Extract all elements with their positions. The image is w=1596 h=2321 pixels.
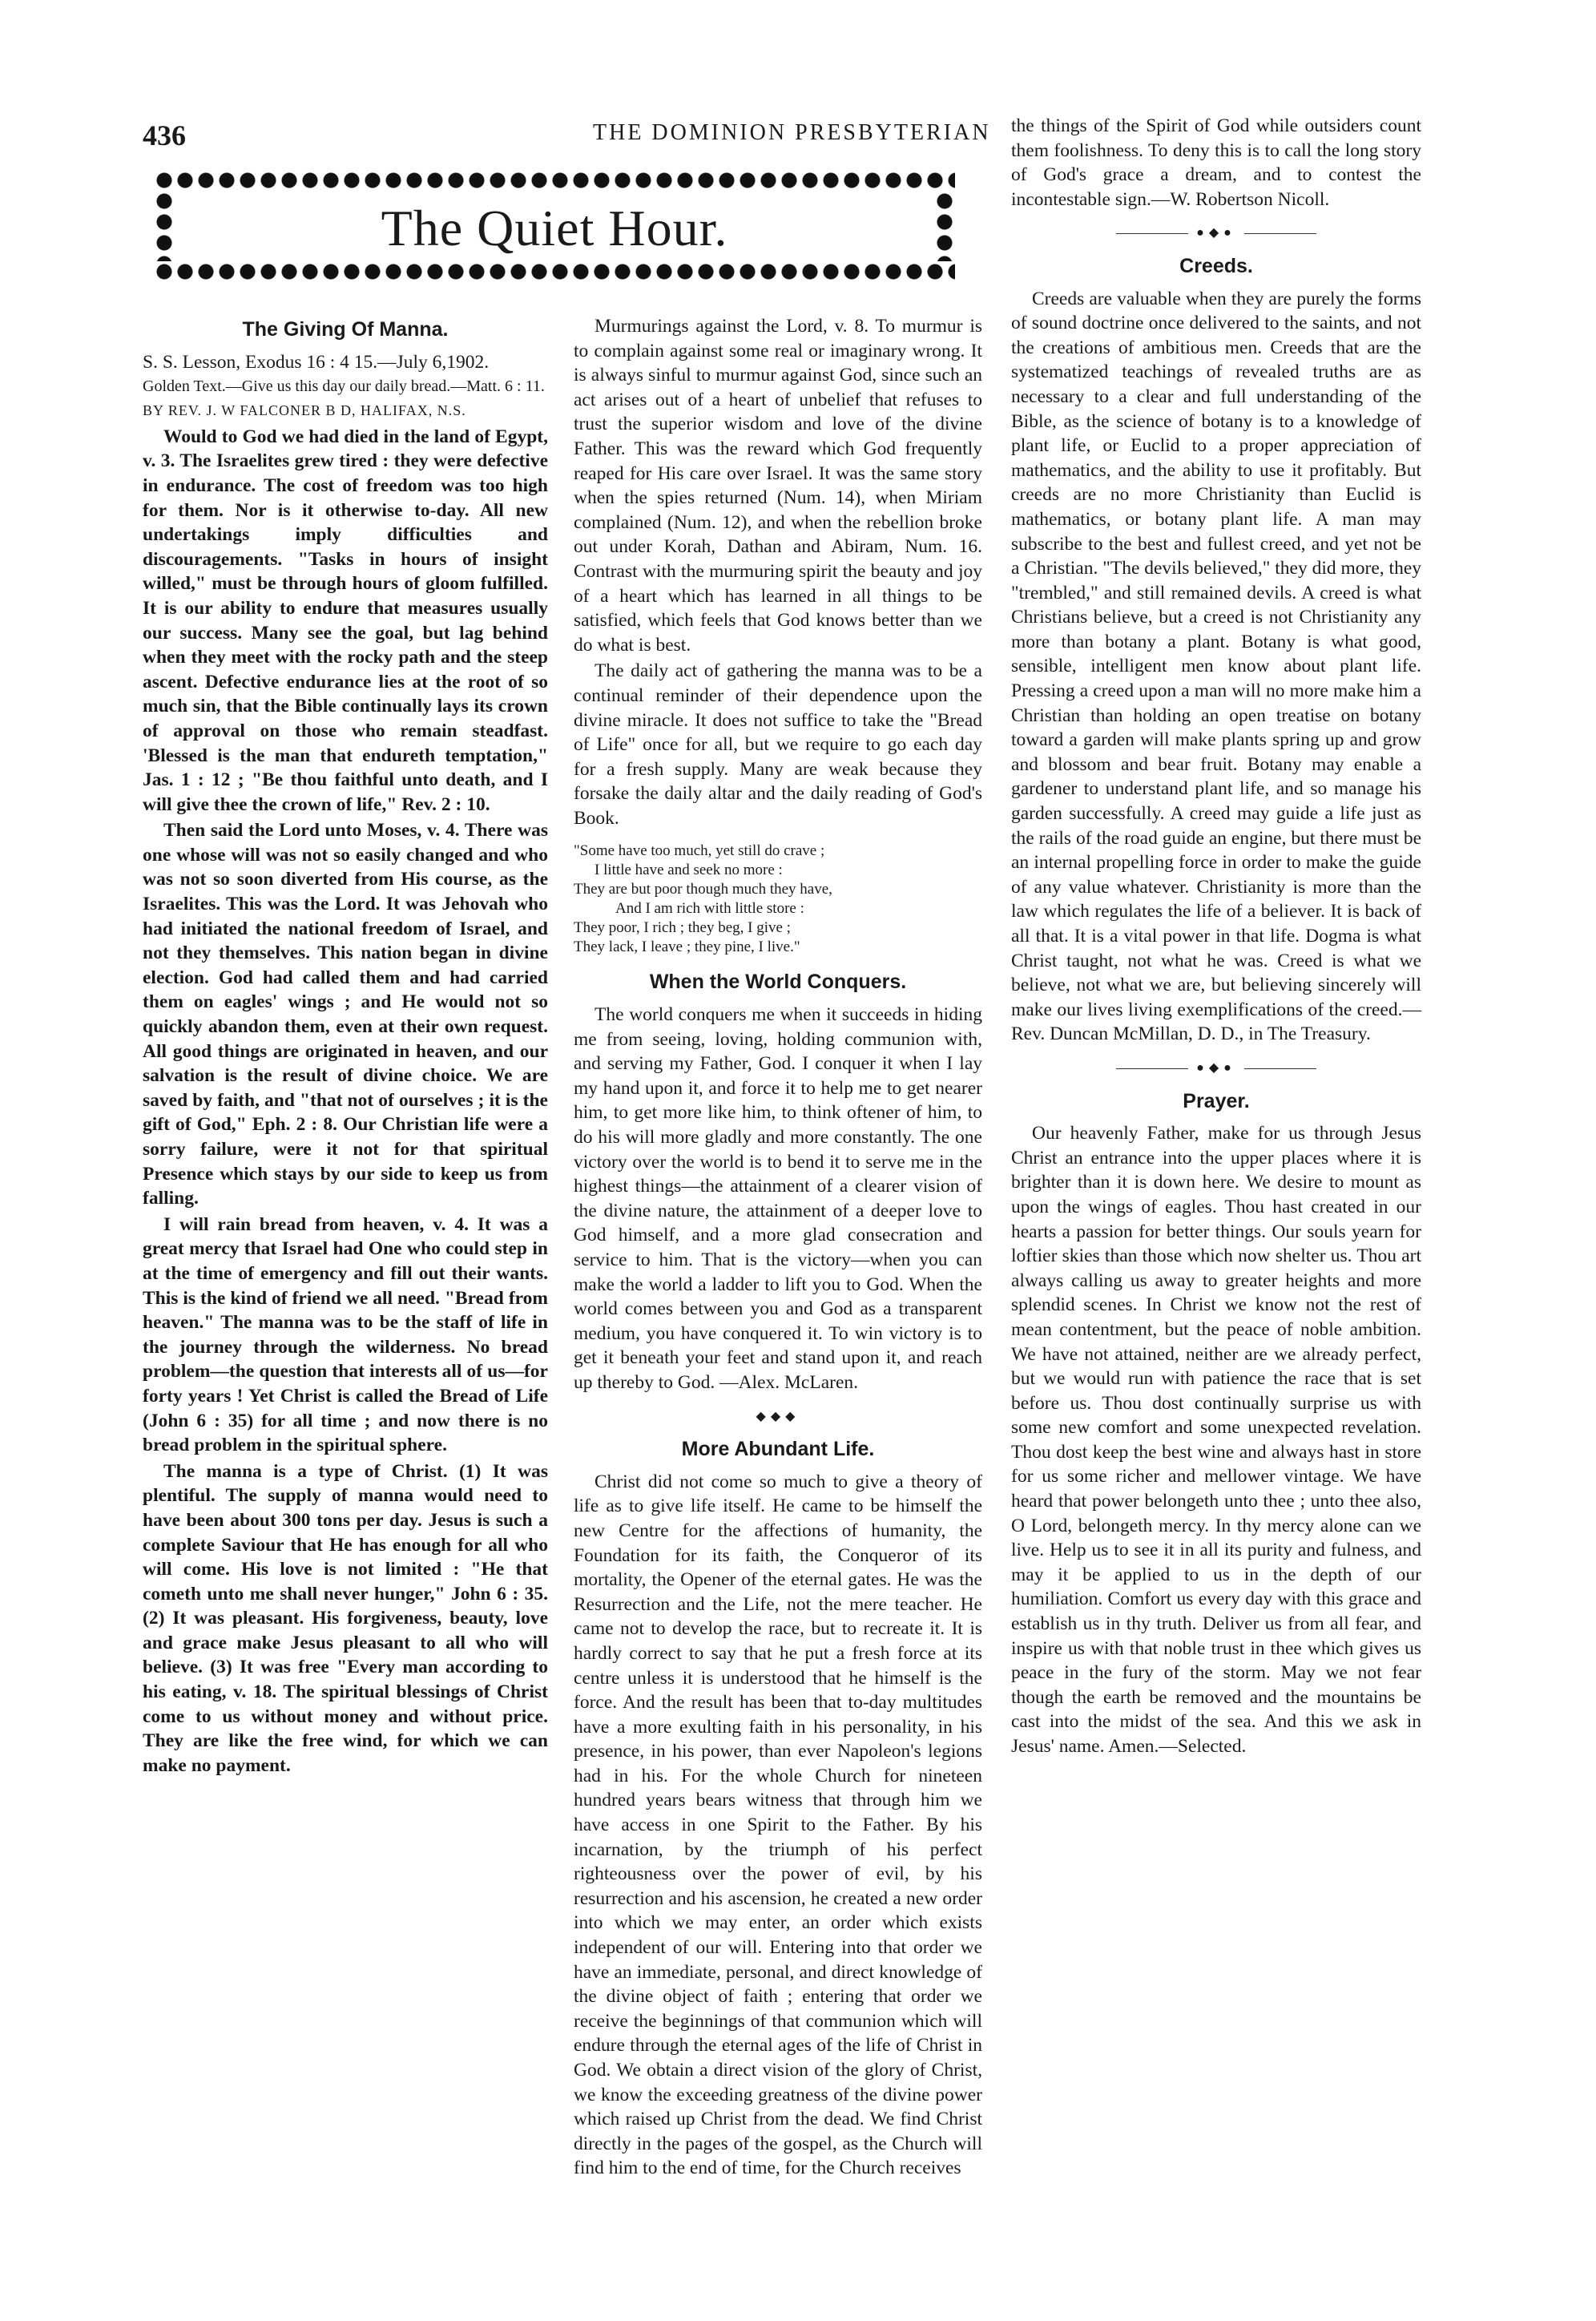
section-header-box [154,170,955,282]
article-body-more-abundant-life-continued [1011,114,1421,212]
manna-paragraph: The daily act of gathering the manna was to be a continual reminder of their dependence upon the divine miracle. It does not suffice to take the "Bread of Life" once for all, but we require to go each day for a fresh supply. Many are weak because they forsake the daily altar and the daily reading of God's Book. [574,660,982,829]
ornament-border-top [154,170,955,191]
poem-line: I little have and seek no more : [594,862,783,879]
article-title-more-abundant-life: More Abundant Life. [681,1438,875,1461]
column-2 [574,314,982,2182]
poem-line: "Some have too much, yet still do crave ; [574,842,825,860]
separator-ornament: ●◆● [1011,1056,1421,1081]
article-title-giving-of-manna: The Giving Of Manna. [242,318,449,341]
separator-ornament: ●◆● [1011,221,1421,246]
manna-paragraph: Murmurings against the Lord, v. 8. To murmur is to complain against some real or imaginary wrong. It is always sinful to murmur against God, since such an act arises out of a heart of unbelief that refuses to trust the superior wisdom and love of the divine Father. This was the reward which God frequently reaped for His care over Israel. It was the same story when the spies returned (Num. 14), when Miriam complained (Num. 12), and when the rebellion broke out under Korah, Dathan and Abiram, Num. 16. Contrast with the murmuring spirit the beauty and joy of a heart which has learned in all things to be satisfied, which feels that God knows better than we do what is best. [574,316,982,656]
article-body-giving-of-manna-continued [574,314,982,830]
poem-line: And I am rich with little store : [615,900,804,918]
creeds-paragraph: Creeds are valuable when they are purely the forms of sound doctrine once delivered to the saints, and not the creations of ambitious men. Creeds that are the systematized teachings of revealed truths are as necessary to a clear and full understanding of the Bible, as the science of botany is to a knowledge of plant life, or Euclid to a proper appreciation of mathematics, and the ability to use it profitably. But creeds are no more Christianity than Euclid is mathematics, or botany plant life. A man may subscribe to the best and fullest creed, and yet not be a Christian. "The devils believed," they did more, they "trembled," and still remained devils. A creed is what Christians believe, but a creed is not Christianity any more than botany a plant. Botany is what good, sensible, intelligent men know about plant life. Pressing a creed upon a man will no more make him a Christian than holding an open treatise on botany toward a garden will make plants spring up and grow and blossom and bear fruit. Botany may enable a gardener to understand plant life, and so manage his garden successfully. A creed may guide a life just as the rails of the road guide an engine, but there must be an internal propelling force in order to make the guide of any value whatever. Christianity is more than the law which regulates the life of a believer. It is back of all that. It is a vital power in that life. Dogma is what Christ taught, not what he was. Creed is what we believe, not what we are, but believing sincerely will make our lives living exemplifications of the creed.—Rev. Duncan McMillan, D. D., in The Treasury. [1011,288,1421,1045]
manna-paragraph: Then said the Lord unto Moses, v. 4. There was one whose will was not so easily changed and who was not so soon diverted from His course, as the Israelites. This was the Lord. It was Jehovah who had initiated the national freedom of Israel, and not they themselves. This nation began in divine election. God had called them and had carried them on eagles' wings ; and He would not so quickly abandon them, even at their own request. All good things are originated in heaven, and our salvation is the result of divine choice. We are saved by faith, and "that not of ourselves ; it is the gift of God," Eph. 2 : 8. Our Christian life were a sorry failure, were it not for that spiritual Presence which stays by our side to keep us from falling. [143,820,548,1209]
prayer-paragraph: Our heavenly Father, make for us through Jesus Christ an entrance into the upper places where it is brighter than it is down here. We desire to mount as upon the wings of eagles. Thou hast created in our hearts a passion for better things. Our souls yearn for loftier skies than those which now shelter us. Thou art always calling us away to greater heights and more splendid scenes. In Christ we know not the rest of mean contentment, but the peace of noble ambition. We have not attained, neither are we already perfect, but we would run with patience the race that is set before us. Thou dost continually surprise us with some new comfort and some unexpected revelation. Thou dost keep the best wine and always hast in store for us some richer and mellower vintage. We have heard that power belongeth unto thee ; unto thee also, O Lord, belongeth mercy. In thy mercy alone can we live. Help us to see it in all its purity and fulness, and may it be applied to us in the depth of our humiliation. Comfort us every day with this grace and establish us in thy truth. Deliver us from all fear, and inspire us with that noble trust in thee which gives us peace in the fury of the storm. May we not fear though the earth be removed and the mountains be cast into the midst of the sea. And this we ask in Jesus' name. Amen.—Selected. [1011,1123,1421,1757]
poem [574,842,982,957]
poem-line: They are but poor though much they have, [574,881,832,898]
ornament-border-bottom [154,261,955,282]
byline: BY REV. J. W FALCONER B D, HALIFAX, N.S. [143,402,466,419]
article-body-more-abundant-life [574,1470,982,2181]
article-body-when-the-world-conquers [574,1003,982,1395]
golden-text: Golden Text.—Give us this day our daily bread.—Matt. 6 : 11. [143,377,545,396]
article-title-creeds: Creeds. [1179,254,1253,277]
poem-line: They lack, I leave ; they pine, I live." [574,938,800,956]
page-number: 436 [143,119,186,151]
manna-paragraph: The manna is a type of Christ. (1) It was plentiful. The supply of manna would need to have been about 300 tons per day. Jesus is such a complete Saviour that He has enough for all who will come. His love is not limited : "He that cometh unto me shall never hunger," John 6 : 35. (2) It was pleasant. His forgiveness, beauty, love and grace make Jesus pleasant to all who will believe. (3) It was free "Every man according to his eating, v. 18. The spiritual blessings of Christ come to us without money and without price. They are like the free wind, for which we can make no payment. [143,1460,548,1776]
column-1 [143,314,548,1779]
column-3 [1011,114,1421,1761]
running-head: THE DOMINION PRESBYTERIAN [593,120,991,145]
separator-ornament: ◆◆◆ [756,1409,800,1423]
manna-paragraph: I will rain bread from heaven, v. 4. It was a great mercy that Israel had One who could step in at the time of emergency and fill out their wants. This is the kind of friend we all need. "Bread from heaven." The manna was to be the staff of life in the journey through the wilderness. No bread problem—the question that interests all of us—for forty years ! Yet Christ is called the Bread of Life (John 6 : 35) for all time ; and now there is no bread problem in the spiritual sphere. [143,1213,548,1456]
abundant-life-paragraph: Christ did not come so much to give a theory of life as to give life itself. He came to be himself the new Centre for the affections of humanity, the Foundation for its faith, the Conqueror of its mortality, the Opener of the eternal gates. He was the Resurrection and the Life, not the mere teacher. He came not to develop the race, but to recreate it. It is hardly correct to say that he put a fresh force at its centre unless it is understood that he himself is the force. And the result has been that to-day multitudes have a more exulting faith in his personality, in his presence, in his power, than ever Napoleon's legions had in his. For the whole Church for nineteen hundred years bears witness that through him we have access in one Spirit to the Father. By his incarnation, by the triumph of his perfect righteousness over the power of evil, by his resurrection and his ascension, he created a new order into which we may enter, an order which exists independent of our will. Entering into that order we have an immediate, personal, and direct knowledge of the divine object of faith ; entering that order we receive the beginnings of that communion which will endure through the eternal ages of the life of Christ in God. We obtain a direct vision of the glory of Christ, we know the exceeding greatness of the divine power which raised up Christ from the dead. We find Christ directly in the pages of the gospel, as the Church will find him to the end of time, for the Church receives [574,1471,982,2179]
section-title: The Quiet Hour. [381,200,728,256]
article-title-when-the-world-conquers: When the World Conquers. [649,971,907,994]
article-body-giving-of-manna [143,425,548,1778]
poem-line: They poor, I rich ; they beg, I give ; [574,919,791,937]
abundant-life-paragraph-continued: the things of the Spirit of God while outsiders count them foolishness. To deny this is to call the long story of God's grace a dream, and to contest the incontestable sign.—W. Robertson Nicoll. [1011,115,1421,210]
lesson-reference: S. S. Lesson, Exodus 16 : 4 15.—July 6,1902. [143,351,490,373]
article-body-creeds [1011,287,1421,1047]
manna-paragraph: Would to God we had died in the land of Egypt, v. 3. The Israelites grew tired : they were defective in endurance. The cost of freedom was too high for them. Nor is it otherwise to-day. All new undertakings imply difficulties and discouragements. "Tasks in hours of insight willed," must be through hours of gloom fulfilled. It is our ability to endure that measures usually our success. Many see the goal, but lag behind when they meet with the rocky path and the steep ascent. Defective endurance lies at the root of so much sin, that the Bible continually lays its crown of approval on those who remain steadfast. 'Blessed is the man that endureth temptation," Jas. 1 : 12 ; "Be thou faithful unto death, and I will give thee the crown of life," Rev. 2 : 10. [143,426,548,815]
article-body-prayer [1011,1121,1421,1758]
article-title-prayer: Prayer. [1183,1089,1250,1112]
world-conquers-paragraph: The world conquers me when it succeeds in hiding me from seeing, loving, holding communion with, and serving my Father, God. I conquer it when I lay my hand upon it, and force it to help me to get nearer him, to get more like him, to think oftener of him, to do his will more gladly and more constantly. The one victory over the world is to bend it to serve me in the highest things—the attainment of a clearer vision of the divine nature, the attainment of a deeper love to God himself, and a more glad consecration and service to him. That is the victory—when you can make the world a ladder to lift you to God. When the world comes between you and God as a transparent medium, you have conquered it. To win victory is to get it beneath your feet and stand upon it, and reach up thereby to God. —Alex. McLaren. [574,1004,982,1393]
